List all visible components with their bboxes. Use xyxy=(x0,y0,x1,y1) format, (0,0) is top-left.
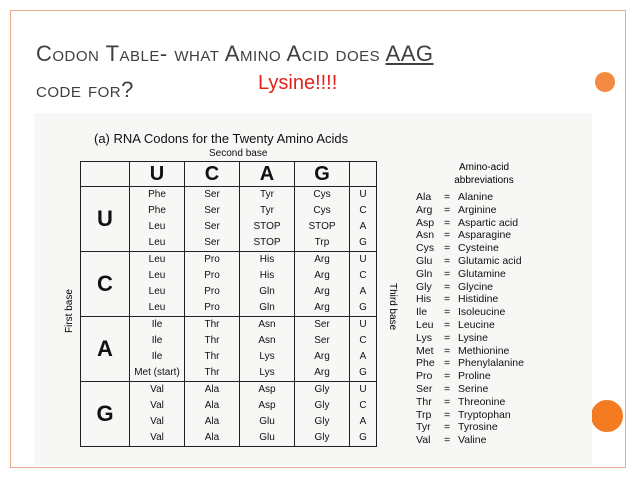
amino-acid: Tyr xyxy=(260,189,274,200)
equals-sign: = xyxy=(444,267,451,280)
amino-acid: Val xyxy=(150,432,164,443)
abbreviation-name: Cysteine xyxy=(458,242,499,255)
equals-sign: = xyxy=(444,331,451,344)
amino-acid: Val xyxy=(150,400,164,411)
third-base-letter: A xyxy=(359,351,367,362)
equals-sign: = xyxy=(444,280,451,293)
abbreviation-row xyxy=(416,383,524,396)
abbreviation-code: Ser xyxy=(416,382,433,395)
amino-acid: Leu xyxy=(148,221,166,232)
abbreviations-list xyxy=(416,191,524,447)
codon-cell xyxy=(185,187,240,252)
abbreviation-name: Asparagine xyxy=(458,229,512,242)
abbr-title-line1: Amino-acid xyxy=(458,162,510,173)
equals-sign: = xyxy=(444,318,451,331)
amino-acid: Leu xyxy=(148,237,166,248)
codon-cell xyxy=(130,317,185,382)
amino-acid: Ile xyxy=(151,335,163,346)
amino-acid: Phe xyxy=(148,189,166,200)
abbreviation-name: Phenylalanine xyxy=(458,357,524,370)
abbreviation-name: Glycine xyxy=(458,280,494,293)
third-base-letter: A xyxy=(359,416,367,427)
amino-acid: Arg xyxy=(314,351,330,362)
amino-acid: Thr xyxy=(204,367,220,378)
abbreviation-name: Glutamine xyxy=(458,267,506,280)
amino-acid: Ala xyxy=(204,416,220,427)
decorative-dot-bottom xyxy=(589,398,625,434)
grid-corner xyxy=(81,162,130,187)
codon-cell xyxy=(240,252,295,317)
codon-cell xyxy=(185,252,240,317)
amino-acid: Arg xyxy=(314,270,330,281)
amino-acid: Thr xyxy=(204,351,220,362)
amino-acid: Trp xyxy=(314,237,330,248)
equals-sign: = xyxy=(444,344,451,357)
abbreviation-row xyxy=(416,217,524,230)
amino-acid: Arg xyxy=(314,302,330,313)
amino-acid: Gln xyxy=(259,286,275,297)
amino-acid: Pro xyxy=(204,286,220,297)
abbreviation-row xyxy=(416,268,524,281)
first-base-header: G xyxy=(81,382,130,447)
abbreviation-code: Asn xyxy=(416,229,435,242)
abbreviation-name: Glutamic acid xyxy=(458,254,522,267)
decorative-dot-top xyxy=(595,72,615,92)
abbreviation-code: Pro xyxy=(416,370,433,383)
codon-table-figure xyxy=(34,113,592,465)
amino-acid: Arg xyxy=(314,254,330,265)
amino-acid: STOP xyxy=(253,237,281,248)
amino-acid: Arg xyxy=(314,286,330,297)
third-base-column xyxy=(350,252,377,317)
amino-acid: Gly xyxy=(314,432,330,443)
abbreviation-row xyxy=(416,357,524,370)
abbreviation-row xyxy=(416,255,524,268)
second-base-header: A xyxy=(240,162,295,187)
third-base-letter: A xyxy=(359,221,367,232)
abbreviation-code: Val xyxy=(416,434,431,447)
amino-acid: Asn xyxy=(258,319,276,330)
abbreviation-row xyxy=(416,434,524,447)
codon-cell xyxy=(130,187,185,252)
first-base-header: A xyxy=(81,317,130,382)
abbreviation-row xyxy=(416,319,524,332)
second-base-header: C xyxy=(185,162,240,187)
second-base-header: U xyxy=(130,162,185,187)
abbreviation-code: Phe xyxy=(416,357,435,370)
equals-sign: = xyxy=(444,191,451,203)
third-base-letter: C xyxy=(359,270,367,281)
amino-acid: Lys xyxy=(259,367,275,378)
abbreviation-name: Tryptophan xyxy=(458,408,511,421)
codon-cell xyxy=(240,317,295,382)
codon-cell xyxy=(185,317,240,382)
abbreviation-name: Aspartic acid xyxy=(458,216,519,229)
amino-acid: Phe xyxy=(148,205,166,216)
equals-sign: = xyxy=(444,408,451,421)
amino-acid: Glu xyxy=(259,432,275,443)
third-base-column xyxy=(350,317,377,382)
codon-cell xyxy=(295,317,350,382)
third-base-letter: U xyxy=(359,384,367,395)
amino-acid: Ser xyxy=(204,221,220,232)
title-codon: AAG xyxy=(385,41,434,66)
third-base-letter: G xyxy=(359,432,367,443)
amino-acid: Gly xyxy=(314,384,330,395)
amino-acid: Thr xyxy=(204,319,220,330)
abbreviation-code: Trp xyxy=(416,408,432,421)
third-base-letter: A xyxy=(359,286,367,297)
abbreviation-code: Ala xyxy=(416,191,432,203)
equals-sign: = xyxy=(444,421,451,434)
first-base-header: U xyxy=(81,187,130,252)
codon-grid xyxy=(80,161,377,447)
abbreviation-name: Valine xyxy=(458,434,487,447)
amino-acid: Asp xyxy=(258,400,276,411)
third-base-letter: C xyxy=(359,335,367,346)
third-base-letter: G xyxy=(359,237,367,248)
abbreviation-row xyxy=(416,281,524,294)
abbreviation-code: Glu xyxy=(416,254,433,267)
abbreviation-name: Lysine xyxy=(458,331,488,344)
abbreviation-row xyxy=(416,409,524,422)
abbreviation-name: Threonine xyxy=(458,395,506,408)
abbreviation-row xyxy=(416,191,524,204)
equals-sign: = xyxy=(444,203,451,216)
abbreviation-row xyxy=(416,293,524,306)
amino-acid: Pro xyxy=(204,302,220,313)
abbreviation-row xyxy=(416,421,524,434)
amino-acid: Gly xyxy=(314,400,330,411)
grid-corner-right xyxy=(350,162,377,187)
amino-acid: Leu xyxy=(148,254,166,265)
amino-acid: Cys xyxy=(313,189,331,200)
abbreviation-row xyxy=(416,396,524,409)
title-line1: Codon Table- what Amino Acid does xyxy=(36,41,386,66)
abbreviation-code: Arg xyxy=(416,203,433,216)
amino-acid: Asn xyxy=(258,335,276,346)
codon-cell xyxy=(240,382,295,447)
abbreviation-code: Met xyxy=(416,344,434,357)
abbreviation-name: Serine xyxy=(458,382,489,395)
third-base-letter: C xyxy=(359,205,367,216)
amino-acid: Ser xyxy=(204,237,220,248)
amino-acid: Lys xyxy=(259,351,275,362)
amino-acid: Pro xyxy=(204,254,220,265)
amino-acid: Leu xyxy=(148,286,166,297)
amino-acid: Cys xyxy=(313,205,331,216)
first-base-header: C xyxy=(81,252,130,317)
abbreviation-code: Lys xyxy=(416,331,432,344)
third-base-label: Third base xyxy=(387,283,398,331)
equals-sign: = xyxy=(444,306,451,319)
abbreviation-row xyxy=(416,306,524,319)
abbreviation-code: Tyr xyxy=(416,421,431,434)
amino-acid: Glu xyxy=(259,416,275,427)
title-line2: code for? xyxy=(36,77,134,102)
third-base-letter: G xyxy=(359,302,367,313)
answer-text: Lysine!!!! xyxy=(258,72,338,94)
first-base-label: First base xyxy=(64,289,75,333)
amino-acid: Tyr xyxy=(260,205,274,216)
amino-acid: Ala xyxy=(204,400,220,411)
abbreviation-name: Isoleucine xyxy=(458,306,506,319)
abbreviation-row xyxy=(416,345,524,358)
amino-acid: Arg xyxy=(314,367,330,378)
amino-acid: STOP xyxy=(308,221,336,232)
equals-sign: = xyxy=(444,229,451,242)
abbreviation-row xyxy=(416,332,524,345)
equals-sign: = xyxy=(444,370,451,383)
equals-sign: = xyxy=(444,254,451,267)
codon-cell xyxy=(130,252,185,317)
amino-acid: STOP xyxy=(253,221,281,232)
abbreviation-code: Gln xyxy=(416,267,433,280)
second-base-header: G xyxy=(295,162,350,187)
amino-acid: Asp xyxy=(258,384,276,395)
amino-acid: Ala xyxy=(204,384,220,395)
abbreviation-code: Asp xyxy=(416,216,435,229)
third-base-letter: C xyxy=(359,400,367,411)
codon-cell xyxy=(130,382,185,447)
abbreviation-name: Tyrosine xyxy=(458,421,498,434)
third-base-letter: U xyxy=(359,189,367,200)
abbreviation-code: Thr xyxy=(416,395,432,408)
codon-cell xyxy=(295,187,350,252)
codon-cell xyxy=(295,382,350,447)
abbreviations-title xyxy=(434,161,534,187)
equals-sign: = xyxy=(444,434,451,447)
third-base-letter: U xyxy=(359,319,367,330)
figure-heading: (a) RNA Codons for the Twenty Amino Acids xyxy=(94,131,349,146)
amino-acid: Gly xyxy=(314,416,330,427)
abbreviation-code: Ile xyxy=(416,306,428,319)
amino-acid: Leu xyxy=(148,302,166,313)
amino-acid: Met (start) xyxy=(134,367,180,378)
amino-acid: Thr xyxy=(204,335,220,346)
amino-acid: Pro xyxy=(204,270,220,281)
abbreviation-code: Gly xyxy=(416,280,432,293)
abbreviation-name: Arginine xyxy=(458,203,497,216)
codon-cell xyxy=(185,382,240,447)
equals-sign: = xyxy=(444,357,451,370)
abbreviation-name: Leucine xyxy=(458,318,495,331)
amino-acid: Gln xyxy=(259,302,275,313)
third-base-letter: G xyxy=(359,367,367,378)
equals-sign: = xyxy=(444,242,451,255)
amino-acid: Ser xyxy=(314,319,330,330)
amino-acid: Ile xyxy=(151,351,163,362)
equals-sign: = xyxy=(444,216,451,229)
third-base-column xyxy=(350,382,377,447)
abbreviation-row xyxy=(416,229,524,242)
abbreviation-name: Alanine xyxy=(458,191,494,203)
equals-sign: = xyxy=(444,293,451,306)
abbreviation-code: Leu xyxy=(416,318,434,331)
amino-acid: Val xyxy=(150,384,164,395)
abbreviation-row xyxy=(416,242,524,255)
abbr-title-line2: abbreviations xyxy=(454,175,514,186)
amino-acid: Ile xyxy=(151,319,163,330)
amino-acid: Leu xyxy=(148,270,166,281)
equals-sign: = xyxy=(444,395,451,408)
amino-acid: His xyxy=(259,254,275,265)
third-base-column xyxy=(350,187,377,252)
abbreviation-row xyxy=(416,204,524,217)
amino-acid: Val xyxy=(150,416,164,427)
amino-acid: Ser xyxy=(204,205,220,216)
abbreviation-code: His xyxy=(416,293,432,306)
codon-cell xyxy=(240,187,295,252)
codon-cell xyxy=(295,252,350,317)
abbreviation-name: Methionine xyxy=(458,344,510,357)
amino-acid: Ser xyxy=(204,189,220,200)
amino-acid: Ala xyxy=(204,432,220,443)
amino-acid: Ser xyxy=(314,335,330,346)
abbreviation-row xyxy=(416,370,524,383)
equals-sign: = xyxy=(444,382,451,395)
amino-acid: His xyxy=(259,270,275,281)
second-base-label: Second base xyxy=(209,148,268,159)
abbreviation-name: Proline xyxy=(458,370,491,383)
abbreviation-name: Histidine xyxy=(458,293,499,306)
third-base-letter: U xyxy=(359,254,367,265)
abbreviation-code: Cys xyxy=(416,242,435,255)
